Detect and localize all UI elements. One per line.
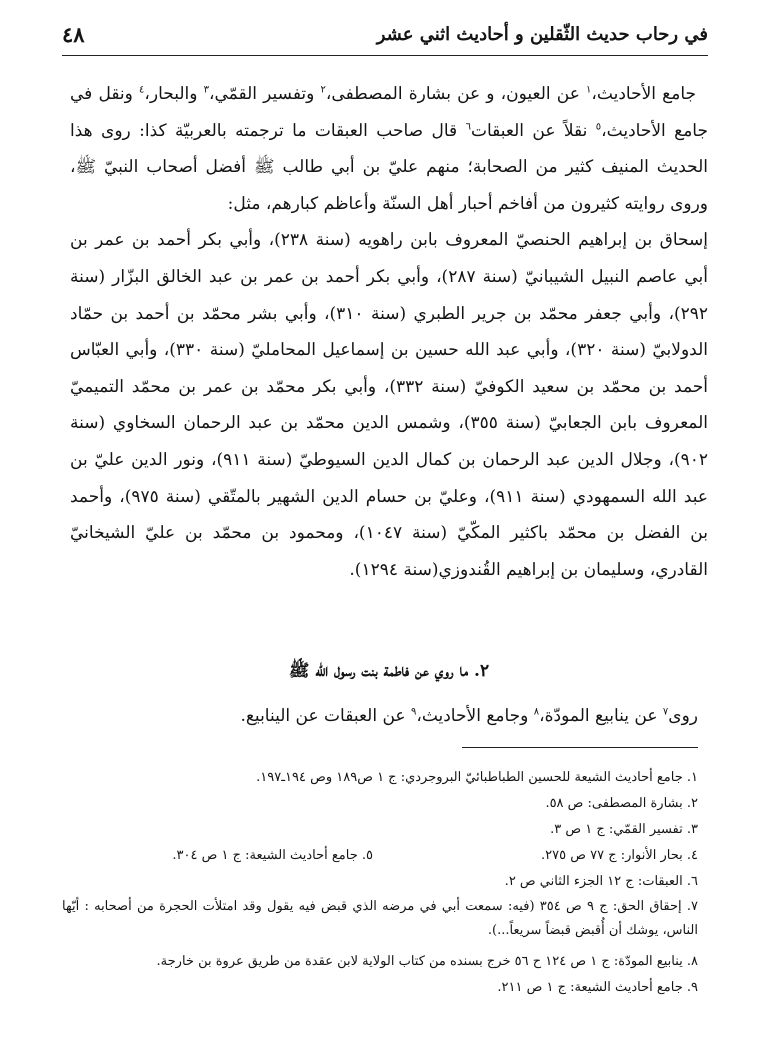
running-header [62,22,708,54]
text-run: عن ينابيع المودّة، [539,706,663,726]
paragraph-1 [70,76,708,222]
section-paragraph [70,699,698,733]
footnote-ref-8[interactable]: ٨ [533,706,540,718]
footnote-ref-4[interactable]: ٤ [139,84,145,96]
footnote-2: ٢. بشارة المصطفى: ص ٥٨. [545,796,698,811]
text-run: وتفسير القمّي، [209,84,321,104]
footnote-7: ٧. إحقاق الحق: ج ٩ ص ٣٥٤ (فيه: سمعت أبي في مرضه الذي قبض فيه يقول وقد امتلأت الحجرة من أصحابه : أيّها الناس، يوشك أن أُقبض قبضاً سريعاً...). [62,899,698,938]
text-run: قال صاحب العبقات ما ترجمته بالعربيّة كذا: روى هذا الحديث المنيف كثير من الصحابة؛ منهم عليّ بن أبي طالب ﷺ أفضل أصحاب النبيّ ﷺ، وروى روايته كثيرون من أفاخم أحبار أهل السنّة وأعاظم كبارهم، مثل: [70,120,708,214]
footnote-row-4-5 [62,843,698,869]
footnote-ref-2[interactable]: ٢ [320,84,326,96]
footnote-6: ٦. العبقات: ج ١٢ الجزء الثاني ص ٢. [504,874,698,889]
footnote-8: ٨. ينابيع المودّة: ج ١ ص ١٢٤ ح ٥٦ خرج بسنده من كتاب الولاية لابن عقدة من طريق عروة بن خارجة. [156,954,698,969]
text-run: نقلاً عن العبقات [470,120,596,141]
text-run: روى [668,706,698,726]
text-run: وجامع الأحاديث، [416,706,534,726]
header-title: في رحاب حديث الثّقلين و أحاديث اثني عشر [376,24,708,45]
footnote-divider [462,747,698,748]
footnote-1: ١. جامع أحاديث الشيعة للحسين الطباطبائيّ البروجردي: ج ١ ص١٨٩ وص ١٩٤ـ١٩٧. [256,770,698,785]
footnote-9: ٩. جامع أحاديث الشيعة: ج ١ ص ٢١١. [497,980,698,995]
footnote-ref-9[interactable]: ٩ [410,706,417,718]
text-run: عن العيون، و عن بشارة المصطفى، [325,84,587,104]
footnote-ref-5[interactable]: ٥ [595,120,602,132]
footnote-ref-6[interactable]: ٦ [465,120,471,132]
footnote-5: ٥. جامع أحاديث الشيعة: ج ١ ص ٣٠٤. [172,848,373,863]
text-run: عن العبقات عن الينابيع. [240,706,411,726]
text-run: جامع الأحاديث، [591,84,697,104]
header-divider [62,55,708,56]
footnote-ref-7[interactable]: ٧ [662,706,669,718]
text-run: ونقل في جامع الأحاديث، [70,84,708,141]
footnote-ref-3[interactable]: ٣ [203,84,210,96]
page-number: ٤٨ [62,22,85,47]
section-heading: ٢. ما روي عن فاطمة بنت رسول الله ﷺ [288,661,490,681]
footnotes [62,765,698,1001]
footnote-ref-1[interactable]: ١ [586,84,592,96]
text-run: والبحار، [144,84,204,104]
footnote-4: ٤. بحار الأنوار: ج ٧٧ ص ٢٧٥. [541,848,698,863]
paragraph-2: إسحاق بن إبراهيم الحنصيّ المعروف بابن راهويه (سنة ٢٣٨)، وأبي بكر أحمد بن عمر بن أبي عاصم النبيل الشيبانيّ (سنة ٢٨٧)، وأبي بكر أحمد بن عمر بن عبد الخالق البزّار (سنة ٢٩٢)، وأبي جعفر محمّد بن جرير الطبري (سنة ٣١٠)، وأبي بشر محمّد بن أحمد بن حمّاد الدولابيّ (سنة ٣٢٠)، وأبي عبد الله حسين بن إسماعيل المحامليّ (سنة ٣٣٠)، وأبي العبّاس أحمد بن محمّد بن سعيد الكوفيّ (سنة ٣٣٢)، وأبي بكر محمّد بن عمر بن محمّد التميميّ المعروف بابن الجعابيّ (سنة ٣٥٥)، وشمس الدين محمّد بن عبد الرحمان السخاوي (سنة ٩٠٢)، وجلال الدين عبد الرحمان بن كمال الدين السيوطيّ (سنة ٩١١)، ونور الدين عليّ بن عبد الله السمهودي (سنة ٩١١)، وعليّ بن حسام الدين الشهير بالمتّقي (سنة ٩٧٥)، وأحمد بن الفضل بن محمّد باكثير المكّيّ (سنة ١٠٤٧)، ومحمود بن محمّد بن عليّ الشيخانيّ القادري، وسليمان بن إبراهيم القُندوزي(سنة ١٢٩٤). [70,230,709,580]
main-text [70,76,708,588]
footnote-3: ٣. تفسير القمّي: ج ١ ص ٣. [550,822,698,837]
